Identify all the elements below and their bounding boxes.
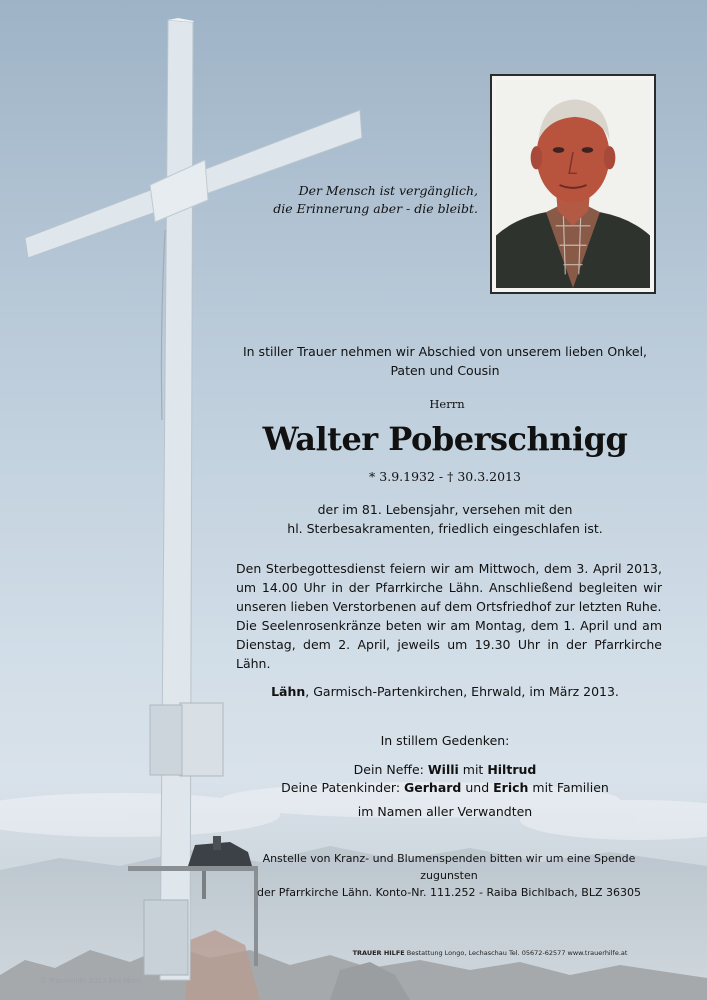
funeral-paragraph: Den Sterbegottesdienst feiern wir am Mittwoch, dem 3. April 2013, um 14.00 Uhr in der Pfarrkirche Lähn. Anschließend begleiten wir unseren lieben Verstorbenen auf dem Ortsfriedhof zur letzten Ruhe. — [236, 561, 662, 614]
godchildren-label: Deine Patenkinder: — [281, 780, 405, 795]
photo-copyright: © Trauerhilfe 2013 Eva Moro — [40, 977, 141, 985]
age-line-1: der im 81. Lebensjahr, versehen mit den — [317, 502, 573, 517]
godchild-name-2: Erich — [493, 780, 529, 795]
rosary-paragraph: Die Seelenrosenkränze beten wir am Montag, dem 1. April und am Dienstag, dem 2. April, jeweils um 19.30 Uhr in der Pfarrkirche Lähn. — [236, 618, 662, 671]
place-rest: , Garmisch-Partenkirchen, Ehrwald, im März 2013. — [305, 684, 619, 699]
funeral-home-footer — [300, 949, 680, 957]
nephew-name: Willi — [427, 762, 459, 777]
quote-line-1: Der Mensch ist vergänglich, — [298, 183, 478, 198]
donation-note — [236, 850, 662, 901]
deceased-name: Walter Poberschnigg — [262, 420, 628, 458]
portrait-frame — [490, 74, 656, 294]
place-bold: Lähn — [271, 684, 306, 699]
nephew-label: Dein Neffe: — [353, 762, 428, 777]
place-date-line — [200, 684, 690, 699]
memorial-relatives-line: im Namen aller Verwandten — [357, 804, 533, 819]
memorial-title: In stillem Gedenken: — [380, 733, 510, 748]
nephew-partner-name: Hiltrud — [487, 762, 537, 777]
quote-line-2: die Erinnerung aber - die bleibt. — [273, 201, 478, 216]
age-text — [200, 500, 690, 538]
salutation: Herrn — [429, 397, 465, 411]
donation-line-1: Anstelle von Kranz- und Blumenspenden bitten wir um eine Spende zugunsten — [262, 852, 636, 882]
memorial-nephew-line — [200, 762, 690, 777]
memorial-godchildren-line — [200, 780, 690, 795]
life-dates: * 3.9.1932 - † 30.3.2013 — [369, 469, 521, 484]
funeral-home-info: Bestattung Longo, Lechaschau Tel. 05672-62577 www.trauerhilfe.at — [404, 949, 628, 957]
portrait-photo — [496, 80, 650, 288]
funeral-home-brand: TRAUER HILFE — [352, 949, 405, 957]
godchild-name-1: Gerhard — [404, 780, 462, 795]
nephew-connector: mit — [458, 762, 488, 777]
intro-text — [200, 342, 690, 380]
age-line-2: hl. Sterbesakramenten, friedlich eingeschlafen ist. — [287, 521, 603, 536]
intro-line-2: Paten und Cousin — [390, 363, 500, 378]
godchildren-connector: und — [461, 780, 494, 795]
godchildren-suffix: mit Familien — [528, 780, 609, 795]
donation-line-2: der Pfarrkirche Lähn. Konto-Nr. 111.252 - Raiba Bichlbach, BLZ 36305 — [257, 886, 641, 899]
memorial-quote — [250, 182, 478, 218]
intro-line-1: In stiller Trauer nehmen wir Abschied von unserem lieben Onkel, — [242, 344, 648, 359]
